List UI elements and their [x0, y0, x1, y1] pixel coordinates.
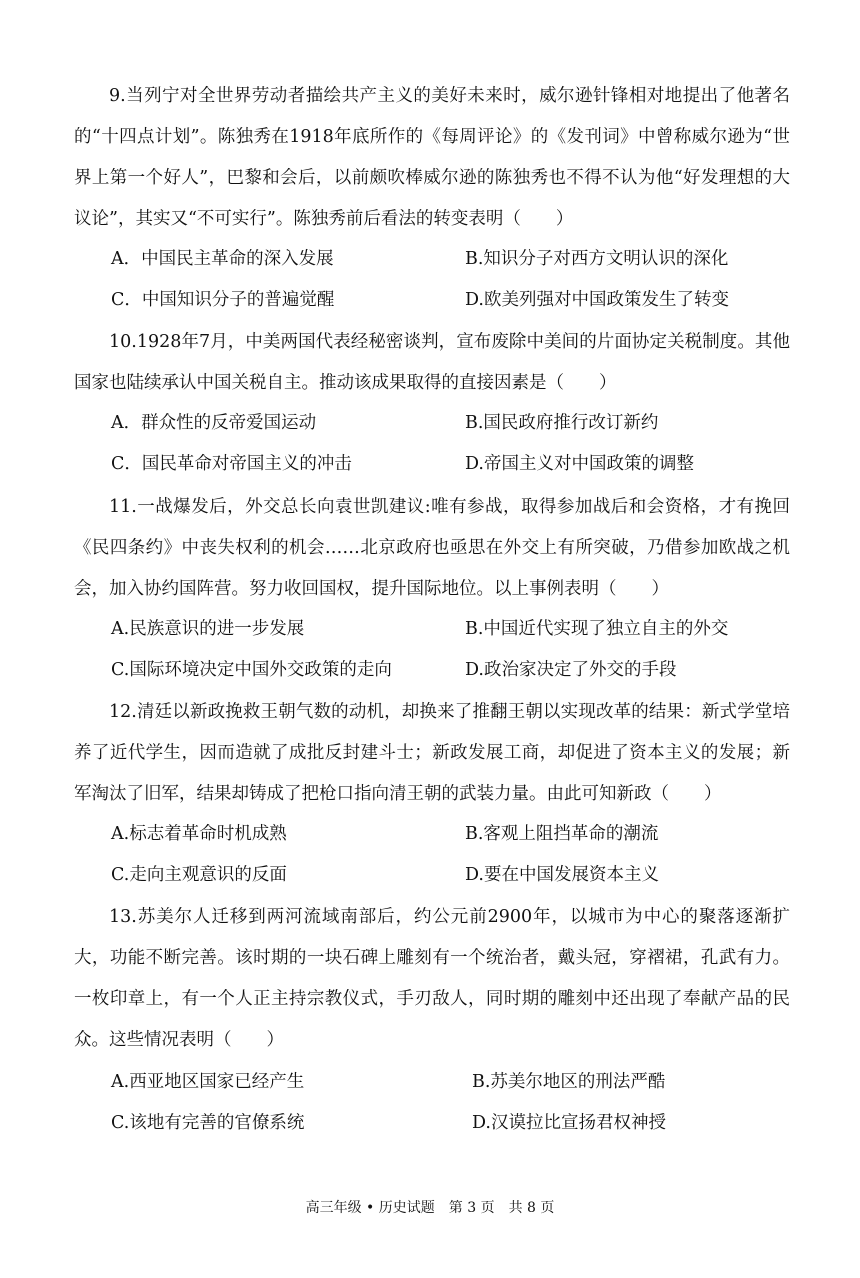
question-10-option-a: A．群众性的反帝爱国运动 — [111, 413, 317, 433]
question-11-option-c: C.国际环境决定中国外交政策的走向 — [111, 660, 392, 680]
question-13-option-a: A.西亚地区国家已经产生 — [111, 1072, 305, 1092]
question-13-option-c: C.该地有完善的官僚系统 — [111, 1113, 305, 1133]
question-13-option-b: B.苏美尔地区的刑法严酷 — [472, 1072, 666, 1092]
question-12-option-a: A.标志着革命时机成熟 — [111, 824, 287, 844]
question-13-text: 13.苏美尔人迁移到两河流域南部后，约公元前2900年，以城市为中心的聚落逐渐扩大，功能不断完善。该时期的一块石碑上雕刻有一个统治者，戴头冠，穿褶裙，孔武有力。一枚印章上，有一个人正主持宗教仪式，手刃敌人，同时期的雕刻中还出现了奉献产品的民众。这些情况表明（ ） — [74, 907, 790, 1050]
question-9-option-c: C．中国知识分子的普遍觉醒 — [111, 290, 335, 310]
page-footer: 高三年级 • 历史试题 第 3 页 共 8 页 — [305, 1200, 555, 1216]
question-11-option-a: A.民族意识的进一步发展 — [111, 619, 305, 639]
question-9-option-b: B.知识分子对西方文明认识的深化 — [465, 249, 729, 269]
question-10-option-d: D.帝国主义对中国政策的调整 — [465, 454, 694, 474]
question-10-option-b: B.国民政府推行改订新约 — [465, 413, 659, 433]
question-10-text: 10.1928年7月，中美两国代表经秘密谈判，宣布废除中美间的片面协定关税制度。其他国家也陆续承认中国关税自主。推动该成果取得的直接因素是（ ） — [74, 332, 790, 393]
question-13-option-d: D.汉谟拉比宣扬君权神授 — [472, 1113, 666, 1133]
question-12-option-d: D.要在中国发展资本主义 — [465, 865, 659, 885]
question-12-option-c: C.走向主观意识的反面 — [111, 865, 287, 885]
question-11-text: 11.一战爆发后，外交总长向袁世凯建议:唯有参战，取得参加战后和会资格，才有挽回《民四条约》中丧失权利的机会……北京政府也亟思在外交上有所突破，乃借参加欧战之机会，加入协约国阵营。努力收回国权，提升国际地位。以上事例表明（ ） — [74, 497, 790, 599]
question-11-option-d: D.政治家决定了外交的手段 — [465, 660, 677, 680]
question-11-option-b: B.中国近代实现了独立自主的外交 — [465, 619, 729, 639]
question-12-text: 12.清廷以新政挽救王朝气数的动机，却换来了推翻王朝以实现改革的结果：新式学堂培养了近代学生，因而造就了成批反封建斗士；新政发展工商，却促进了资本主义的发展；新军淘汰了旧军，结果却铸成了把枪口指向清王朝的武装力量。由此可知新政（ ） — [74, 702, 790, 804]
question-12-option-b: B.客观上阻挡革命的潮流 — [465, 824, 659, 844]
question-9-option-a: A．中国民主革命的深入发展 — [111, 249, 334, 269]
question-9-option-d: D.欧美列强对中国政策发生了转变 — [465, 290, 729, 310]
question-9-text: 9.当列宁对全世界劳动者描绘共产主义的美好未来时，威尔逊针锋相对地提出了他著名的“十四点计划”。陈独秀在1918年底所作的《每周评论》的《发刊词》中曾称威尔逊为“世界上第一个好人”，巴黎和会后，以前颇吹棒威尔逊的陈独秀也不得不认为他“好发理想的大议论”，其实又“不可实行”。陈独秀前后看法的转变表明（ ） — [74, 86, 790, 229]
question-10-option-c: C．国民革命对帝国主义的冲击 — [111, 454, 352, 474]
